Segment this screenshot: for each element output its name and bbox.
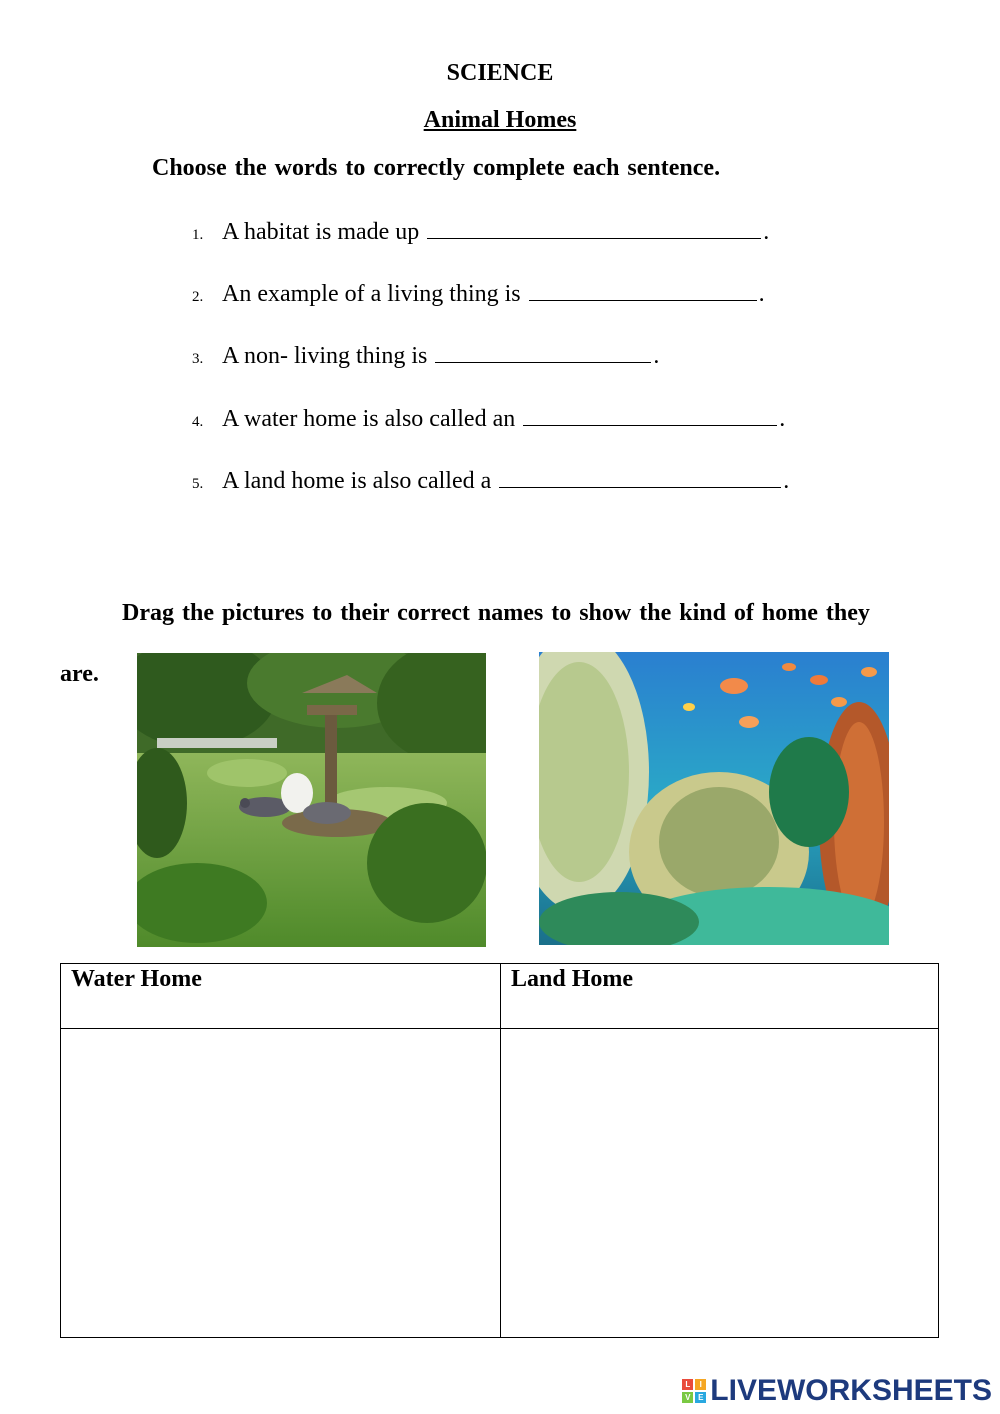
instruction-drag: Drag the pictures to their correct names to show the kind of home they [122,600,870,626]
land-home-header: Land Home [501,964,939,1029]
page-title: SCIENCE [446,60,554,86]
answer-blank-2[interactable] [529,278,757,301]
question-number: 1. [192,227,204,243]
question-text: A water home is also called an [222,406,516,432]
question-text: An example of a living thing is [222,281,521,307]
logo-blocks-icon: L I V E [682,1379,706,1403]
water-home-drop-zone[interactable] [61,1029,501,1338]
question-4: 4. A water home is also called an . [192,403,785,433]
answer-blank-3[interactable] [435,340,651,363]
liveworksheets-logo [682,1374,992,1408]
water-habitat-photo-icon[interactable] [539,652,889,945]
question-number: 4. [192,414,204,430]
page-subtitle: Animal Homes [423,107,577,133]
instruction-choose: Choose the words to correctly complete each sentence. [152,155,721,181]
land-home-drop-zone[interactable] [501,1029,939,1338]
answer-blank-5[interactable] [499,465,781,488]
homes-table [60,963,939,1338]
question-3: 3. A non- living thing is . [192,340,659,370]
question-text: A habitat is made up [222,219,420,245]
question-number: 2. [192,289,204,305]
question-5: 5. A land home is also called a . [192,465,789,495]
instruction-drag-cont: are. [60,661,99,687]
question-number: 5. [192,476,204,492]
question-number: 3. [192,351,204,367]
answer-blank-4[interactable] [523,403,777,426]
question-text: A non- living thing is [222,343,428,369]
question-text: A land home is also called a [222,468,492,494]
question-2: 2. An example of a living thing is . [192,278,765,308]
water-home-header: Water Home [61,964,501,1029]
answer-blank-1[interactable] [427,216,761,239]
land-habitat-photo-icon[interactable] [137,653,486,947]
brand-name: LIVEWORKSHEETS [710,1374,992,1407]
question-1: 1. A habitat is made up . [192,216,769,246]
